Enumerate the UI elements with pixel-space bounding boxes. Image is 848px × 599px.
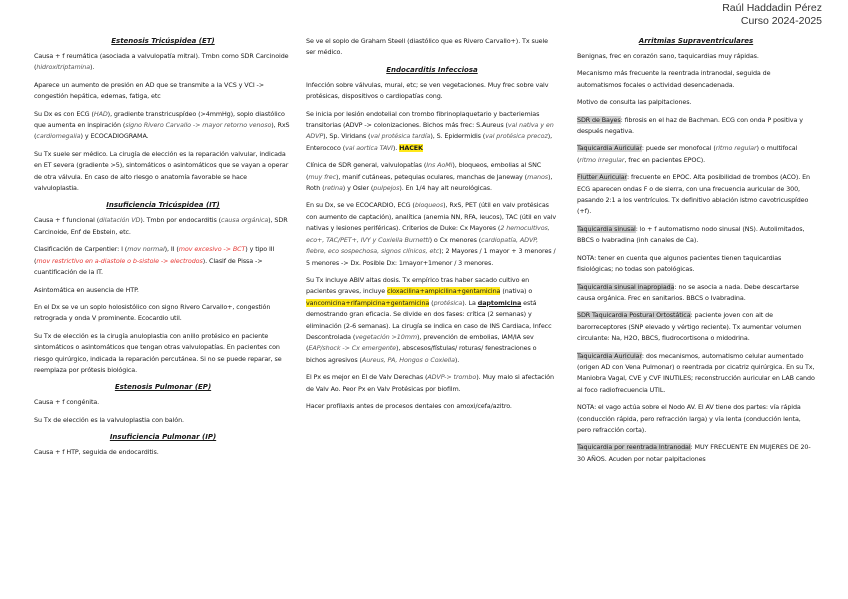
- paragraph-et-tratamiento: Su Tx suele ser médico. La cirugía de elección es la reparación valvular, indicada en ET severa (gradiente >5), sintomáticos o asintomáticos que se vayan a operar de otra válvula. En caso de alto riesgo o anatomía favorable se hace valvuloplastia.: [34, 149, 289, 193]
- paragraph-it-tratamiento: Su Tx de elección es la cirugía anuloplastia con anillo protésico en paciente sintomáticos o asintomáticos que tengan otras valvulopatías. En pacientes con riesgo quirúrgico, indicada la reparación percutánea. Si no se puede reparar, se reemplaza por prótesis biológica.: [34, 331, 282, 374]
- paragraph-et-fisiopatologia: Aparece un aumento de presión en AD que se transmite a la VCS y VCI -> congestión hepática, edemas, fatiga, etc: [34, 80, 264, 101]
- paragraph-postural-ortostatica: [577, 310, 815, 344]
- text-span: hidroxitriptamina: [36, 63, 91, 72]
- section-title-endocarditis: Endocarditis Infecciosa: [386, 65, 478, 74]
- text-span: vegetación >10mm: [355, 332, 417, 341]
- paragraph-ei-profilaxis: Hacer profilaxis antes de procesos dentales con amoxi/cefa/azitro.: [306, 401, 512, 410]
- paragraph-flutter: [577, 172, 815, 218]
- text-span: EAP/shock -> Cx emergente: [308, 344, 397, 353]
- paragraph-sdr-bayes: [577, 115, 815, 138]
- text-span: Flutter Auricular: [577, 173, 627, 182]
- nativa-regimen-highlight: cloxacilina+ampicilina+gentamicina: [387, 287, 501, 296]
- paragraph-it-clasificacion: [34, 244, 292, 278]
- section-title-estenosis-tricuspidea: Estenosis Tricúspidea (ET): [111, 37, 215, 45]
- text-span: : frecuente en EPOC. Alta posibilidad de trombos (ACO). En ECG aparecen ondas F o de sierra, con una frecuencia auricular de 300, pasando 2:1 a los ventrículos. Tx definitivo ablación istmo cavotricuspídeo (+f).: [577, 173, 811, 216]
- text-span: manos: [527, 172, 548, 181]
- text-span: Taquicardia Auricular: [577, 351, 642, 360]
- text-span: SDR Taquicardia Postural Ortostática: [577, 311, 691, 320]
- text-span: ), gradiente transtricuspídeo (>4mmHg), soplo diastólico que aumenta en inspiración (: [34, 109, 285, 130]
- paragraph-ei-definicion: Infección sobre válvulas, mural, etc; se ven vegetaciones. Muy frec sobre valv protésicas, dispositivos o cardiopatías cong.: [306, 80, 549, 101]
- paragraph-taquicardia-auricular-2: [577, 351, 815, 397]
- text-span: HAD: [93, 109, 108, 118]
- section-title-insuficiencia-tricuspidea: Insuficiencia Tricúspidea (IT): [106, 201, 220, 210]
- text-span: cardiomegalia: [36, 132, 81, 141]
- text-span: Se inicia por lesión endotelial con trombo fibrinoplaquetario y bacteriemias transitorias (ADVP -> colonizaciones. Bichos más frec: S.Aureus (: [306, 109, 540, 130]
- paragraph-et-diagnostico: [34, 109, 292, 143]
- text-span: Ins AoMi: [426, 161, 453, 170]
- paragraph-ei-pronostico: [306, 372, 558, 395]
- paragraph-as-motivo: Motivo de consulta las palpitaciones.: [577, 98, 692, 107]
- section-title-arritmias: Arritmias Supraventriculares: [638, 37, 754, 45]
- text-span: : puede ser monofocal (: [641, 144, 716, 153]
- text-span: Taquicardia por reentrada Intranodal: [577, 443, 691, 452]
- text-span: Su Tx incluye ABIV altas dosis. Tx empírico tras haber sacado cultivo en pacientes graves, incluye: [306, 275, 530, 296]
- text-span: (: [429, 298, 434, 307]
- column-1: [34, 36, 292, 465]
- text-span: signo Rivero Carvallo -> mayor retorno venoso: [125, 121, 272, 130]
- text-span: , frec en pacientes EPOC).: [624, 155, 706, 164]
- paragraph-ei-etiologia: [306, 109, 558, 155]
- paragraph-it-causa: [34, 215, 292, 238]
- paragraph-taquicardia-auricular: [577, 143, 815, 166]
- text-span: mov excesivo -> BCT: [178, 245, 246, 254]
- text-span: ritmo regular: [715, 144, 757, 153]
- text-span: El Px es mejor en EI de Valv Derechas (: [306, 373, 428, 382]
- text-span: ), RxS, PET (útil en valv protésicas con aumento de captación), analítica (anemia NN, RFA, leucos), TAC (útil en valv nativas y lesiones periféricas). Criterios de Duke: Cx Mayores (: [306, 201, 557, 233]
- paragraph-nota-vago: NOTA: el vago actúa sobre el Nodo AV. El AV tiene dos partes: vía rápida (conducción rápida, pero refracción larga) y vía lenta (conducción lenta, pero refracción corta).: [577, 403, 801, 434]
- text-span: val nativa y en ADVP: [306, 121, 554, 141]
- text-span: Aureus, PA, Hongos o Coxiella: [361, 355, 455, 364]
- text-span: ritmo irregular: [579, 155, 625, 164]
- text-span: ). Muy malo si afectación de Valv Ao. Peor Px en Valv Protésicas por biofilm.: [306, 373, 554, 393]
- text-span: Clínica de SDR general, valvulopatías (: [306, 161, 427, 170]
- section-title-insuficiencia-pulmonar: Insuficiencia Pulmonar (IP): [109, 433, 217, 442]
- text-span: cardiopatía, ADVP, fiebre, eco sospechosa, signos clínicos, etc: [306, 235, 539, 256]
- text-span: ). La: [462, 298, 478, 307]
- text-span: ), SDR Carcinoide, Enf de Ebstein, etc.: [34, 216, 288, 236]
- text-span: ). Clasif de Pissa -> cuantificación de la IT.: [34, 256, 263, 277]
- text-span: : fibrosis en el haz de Bachman. ECG con onda P positiva y después negativa.: [577, 115, 803, 136]
- text-span: ) o Cx menores (: [429, 235, 482, 244]
- paragraph-as-mecanismo: Mecanismo más frecuente la reentrada intranodal, seguida de automatismos focales o actividad desencadenada.: [577, 69, 771, 89]
- text-span: ).: [454, 355, 460, 364]
- text-span: ), S. Epidermidis (: [430, 132, 486, 141]
- text-span: SDR de Bayes: [577, 115, 621, 124]
- text-span: : paciente joven con alt de barorreceptores (SNP elevado y vértigo reciente). Tx aumentar volumen circulante: Na, H2O, BBCS, fludrocortisona o midodrina.: [577, 311, 802, 343]
- text-span: daptomicina: [477, 298, 522, 307]
- protesica-regimen-highlight: vancomicina+rifampicina+gentamicina: [306, 298, 430, 307]
- text-span: 2 hemocultivos, eco+, TAC/PET+, IVY y Coxiella Burnetti: [306, 224, 550, 244]
- paragraph-it-asintomatica: Asintomática en ausencia de HTP.: [34, 285, 139, 294]
- paragraph-taquicardia-inapropiada: [577, 282, 815, 305]
- text-span: mov restrictivo en a-diastole o b-sistole -> electrodos: [36, 256, 203, 265]
- paragraph-ei-tratamiento: [306, 275, 558, 366]
- paragraph-ep-causa: Causa + f congénita.: [34, 398, 100, 407]
- text-span: ) y ECOCADIOGRAMA.: [80, 132, 149, 141]
- text-span: ). En 1/4 hay alt neurológicas.: [399, 184, 492, 193]
- hacek-highlight: HACEK: [399, 143, 423, 152]
- text-span: retina: [324, 184, 343, 193]
- text-span: ).: [90, 63, 95, 72]
- paragraph-ip-causa: Causa + f HTP, seguida de endocarditis.: [34, 448, 159, 457]
- text-span: val aortica TAVI: [345, 143, 393, 152]
- column-2: [306, 36, 558, 418]
- page-header: [722, 2, 822, 28]
- text-span: val protésica precoz: [485, 132, 548, 141]
- text-span: : dos mecanismos, automatismo celular aumentado (origen AD con Vena Pulmonar) o reentrada por cicatriz quirúrgica. En su Tx, Maniobra Vagal, CVE y CVF INUTILES; reconstrucción auricular en LAB cando al foco radiofrecuencia UTIL.: [577, 351, 815, 394]
- text-span: ), II (: [164, 245, 179, 254]
- paragraph-reentrada-intranodal: [577, 442, 815, 465]
- text-span: ), Roth (: [306, 172, 553, 193]
- author-name: Raúl Haddadin Pérez: [722, 2, 822, 14]
- paragraph-ip-soplo: Se ve el soplo de Graham Steell (diastólico que es Rivero Carvallo+). Tx suele ser médico.: [306, 37, 548, 57]
- text-span: causa orgánica: [221, 216, 269, 225]
- text-span: : no se asocia a nada. Debe descartarse causa orgánica. Frec en sanitarios. BBCS o Ivabradina.: [577, 282, 799, 302]
- section-title-estenosis-pulmonar: Estenosis Pulmonar (EP): [114, 383, 212, 392]
- paragraph-ep-tratamiento: Su Tx de elección es la valvuloplastia con balón.: [34, 415, 184, 424]
- text-span: ) o multifocal (: [577, 144, 798, 164]
- paragraph-et-causa: [34, 51, 292, 74]
- text-span: ), Sp. Viridans (: [323, 132, 371, 141]
- text-span: Taquicardia sinusal: [577, 224, 636, 233]
- text-span: : lo + f automatismo nodo sinusal (NS). Autolimitados, BBCS o Ivabradina (inh canales de Ca).: [577, 224, 805, 245]
- text-span: ), prevención de embolias, IAM/IA sev (: [306, 332, 534, 353]
- text-span: Taquicardia sinusal inapropiada: [577, 282, 675, 291]
- text-span: ), Enterococo (: [306, 132, 553, 152]
- text-span: ) y tipo III (: [34, 245, 275, 265]
- course-year: Curso 2024-2025: [740, 15, 822, 27]
- text-span: ), abscesos/fístulas/ roturas/ fenestraciones o bichos agresivos (: [306, 344, 537, 364]
- text-span: ) y Osler (: [342, 184, 374, 193]
- text-span: Causa + f funcional (: [34, 216, 100, 225]
- paragraph-ei-clinica: [306, 160, 558, 194]
- text-span: val protésica tardía: [370, 132, 431, 141]
- text-span: Causa + f reumática (asociada a valvulopatía mitral). Tmbn como SDR Carcinoide (: [34, 52, 289, 72]
- text-span: mov normal: [127, 245, 165, 254]
- text-span: muy frec: [308, 172, 337, 181]
- text-span: bloqueos: [414, 201, 444, 210]
- paragraph-it-diagnostico: En el Dx se ve un soplo holosistólico con signo Rivero Carvallo+, congestión retrograda y onda V prominente. Ecocardio util.: [34, 302, 271, 323]
- text-span: ).: [392, 143, 400, 152]
- text-span: En su Dx, se ve ECOCARDIO, ECG (: [306, 201, 415, 210]
- text-span: dilatación VD: [99, 216, 141, 225]
- text-span: ), bloqueos, embolias al SNC (: [306, 161, 542, 181]
- text-span: (nativa) o: [500, 287, 533, 296]
- text-span: Taquicardia Auricular: [577, 144, 642, 153]
- column-3: [577, 36, 815, 471]
- paragraph-as-benignas: Benignas, frec en corazón sano, taquicardias muy rápidas.: [577, 52, 759, 60]
- text-span: ADVP-> trombo: [427, 373, 477, 382]
- text-span: ). Tmbn por endocarditis (: [140, 216, 222, 225]
- text-span: ); 2 Mayores / 1 mayor + 3 menores / 5 menores -> Dx. Posible Dx: 1mayor+1menor / 3 menores.: [306, 247, 556, 267]
- paragraph-taquicardia-sinusal: [577, 224, 815, 247]
- text-span: Su Dx es con ECG (: [34, 109, 94, 118]
- text-span: Clasificación de Carpentier: I (: [34, 245, 128, 254]
- text-span: ), manif cutáneas, petequias oculares, manchas de Janeway (: [336, 172, 528, 181]
- paragraph-ei-diagnostico: [306, 200, 558, 268]
- text-span: protésica: [433, 298, 463, 307]
- text-span: : MUY FRECUENTE EN MUJERES DE 20-30 AÑOS. Acuden por notar palpitaciones: [577, 443, 811, 463]
- text-span: pulpejos: [373, 184, 400, 193]
- paragraph-nota-fisiologicas: NOTA: tener en cuenta que algunos pacientes tienen taquicardias fisiológicas; no todas son patológicas.: [577, 253, 782, 274]
- text-span: ), RxS (: [34, 121, 290, 141]
- text-span: está demostrando gran eficacia. Se divide en dos fases: crítica (2 semanas) y eliminación (2-6 semanas). La cirugía se indica en caso de INS Cardiaca, Infecc Descontrolada (: [306, 298, 552, 341]
